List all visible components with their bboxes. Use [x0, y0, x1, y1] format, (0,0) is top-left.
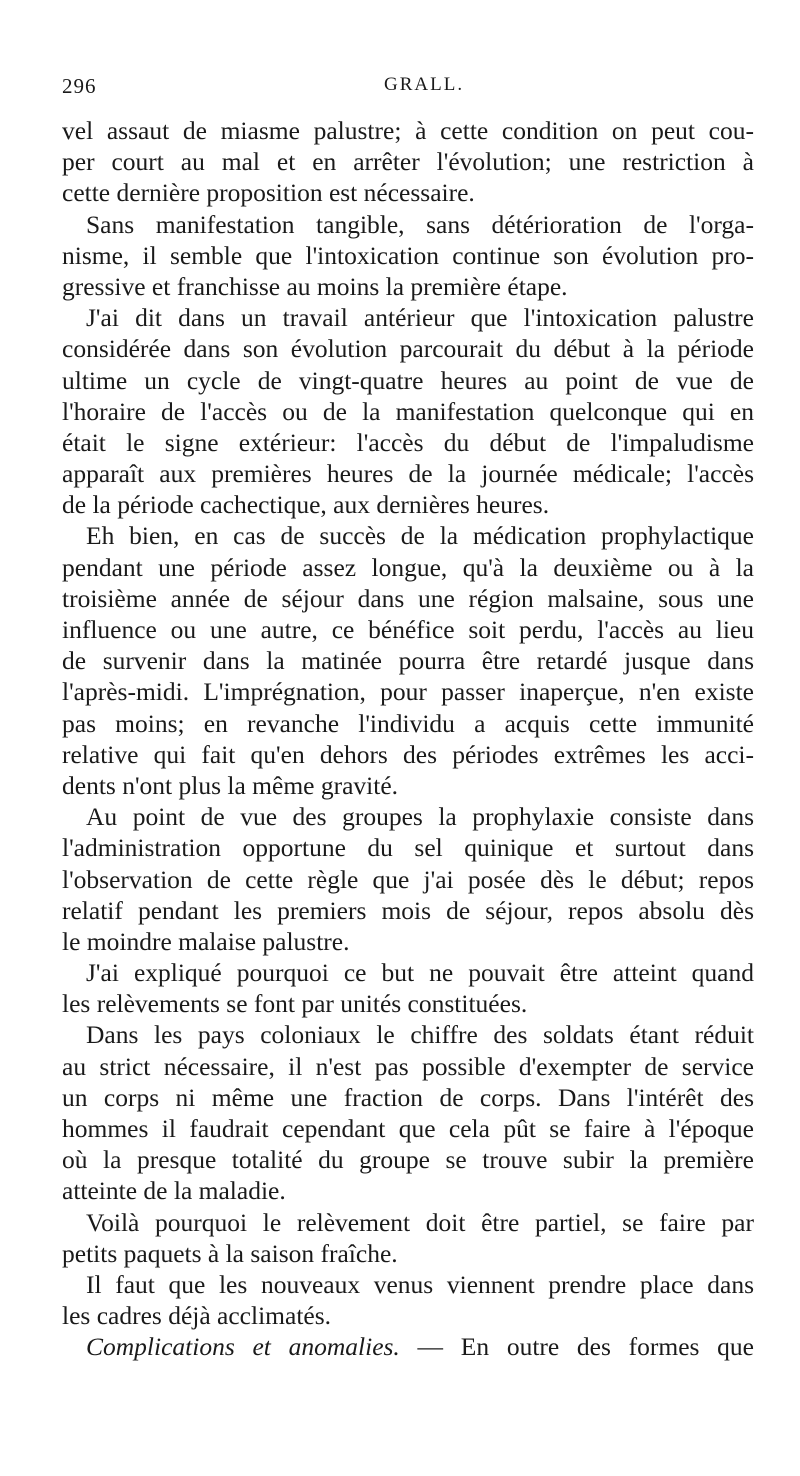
text-line: l'horaire de l'accès ou de la manifestation quelconque qui en [62, 396, 754, 426]
section-heading-line [62, 1331, 754, 1362]
body-text [62, 115, 754, 1363]
text-line: gressive et franchisse au moins la première étape. [62, 271, 568, 301]
text-line: petits paquets à la saison fraîche. [62, 1238, 398, 1268]
text-line: l'observation de cette règle que j'ai posée dès le début; repos [62, 864, 754, 894]
page-number: 296 [62, 74, 97, 98]
text-line: de survenir dans la matinée pourra être retardé jusque dans [62, 646, 754, 676]
page-header [62, 74, 752, 104]
text-line: au strict nécessaire, il n'est pas possible d'exempter de service [62, 1051, 754, 1081]
text-line: dents n'ont plus la même gravité. [62, 770, 399, 800]
text-line: où la presque totalité du groupe se trouve subir la première [62, 1145, 754, 1175]
text-line: atteinte de la maladie. [62, 1176, 286, 1206]
text-line: les relèvements se font par unités constituées. [62, 989, 528, 1019]
text-line: ultime un cycle de vingt-quatre heures au point de vue de [62, 365, 754, 395]
text-line: Au point de vue des groupes la prophylaxie consiste dans [86, 802, 754, 832]
text-line: influence ou une autre, ce bénéfice soit perdu, l'accès au lieu [62, 615, 754, 644]
text-line: Eh bien, en cas de succès de la médication prophylactique [86, 521, 754, 551]
text-line: per court au mal et en arrêter l'évolution; une restriction à [62, 147, 754, 177]
text-line: apparaît aux premières heures de la journée médicale; l'accès [62, 459, 754, 489]
text-line: de la période cachectique, aux dernières heures. [62, 490, 550, 520]
text-line: un corps ni même une fraction de corps. Dans l'intérêt des [62, 1082, 754, 1112]
text-line: pendant une période assez longue, qu'à la deuxième ou à la [62, 552, 754, 582]
text-line: Il faut que les nouveaux venus viennent prendre place dans [86, 1269, 754, 1299]
text-line: J'ai dit dans un travail antérieur que l'intoxication palustre [86, 303, 754, 333]
section-heading-italic: Complications et anomalies. [86, 1332, 400, 1362]
text-line: Dans les pays coloniaux le chiffre des soldats étant réduit [86, 1020, 754, 1050]
section-heading-rest: — En outre des formes que [399, 1332, 755, 1362]
text-line: relatif pendant les premiers mois de séjour, repos absolu dès [62, 895, 754, 925]
text-line: était le signe extérieur: l'accès du début de l'impaludisme [62, 427, 754, 457]
text-line: Sans manifestation tangible, sans détérioration de l'orga- [86, 209, 754, 239]
text-line: hommes il faudrait cependant que cela pût se faire à l'époque [62, 1114, 754, 1143]
text-line: troisième année de séjour dans une région malsaine, sous une [62, 583, 754, 613]
text-line: l'administration opportune du sel quinique et surtout dans [62, 833, 754, 863]
text-line: cette dernière proposition est nécessaire. [62, 178, 475, 208]
text-line: les cadres déjà acclimatés. [62, 1301, 332, 1331]
text-line: pas moins; en revanche l'individu a acquis cette immunité [62, 708, 754, 738]
running-head: GRALL. [384, 74, 465, 95]
text-line: relative qui fait qu'en dehors des périodes extrêmes les acci- [62, 739, 754, 769]
text-line: Voilà pourquoi le relèvement doit être partiel, se faire par [86, 1207, 754, 1237]
text-line: l'après-midi. L'imprégnation, pour passer inaperçue, n'en existe [62, 677, 754, 707]
text-line: considérée dans son évolution parcourait du début à la période [62, 334, 754, 364]
text-line: vel assaut de miasme palustre; à cette condition on peut cou- [62, 116, 754, 145]
text-line: le moindre malaise palustre. [62, 926, 350, 956]
text-line: J'ai expliqué pourquoi ce but ne pouvait être atteint quand [86, 958, 754, 988]
text-line: nisme, il semble que l'intoxication continue son évolution pro- [62, 240, 754, 270]
